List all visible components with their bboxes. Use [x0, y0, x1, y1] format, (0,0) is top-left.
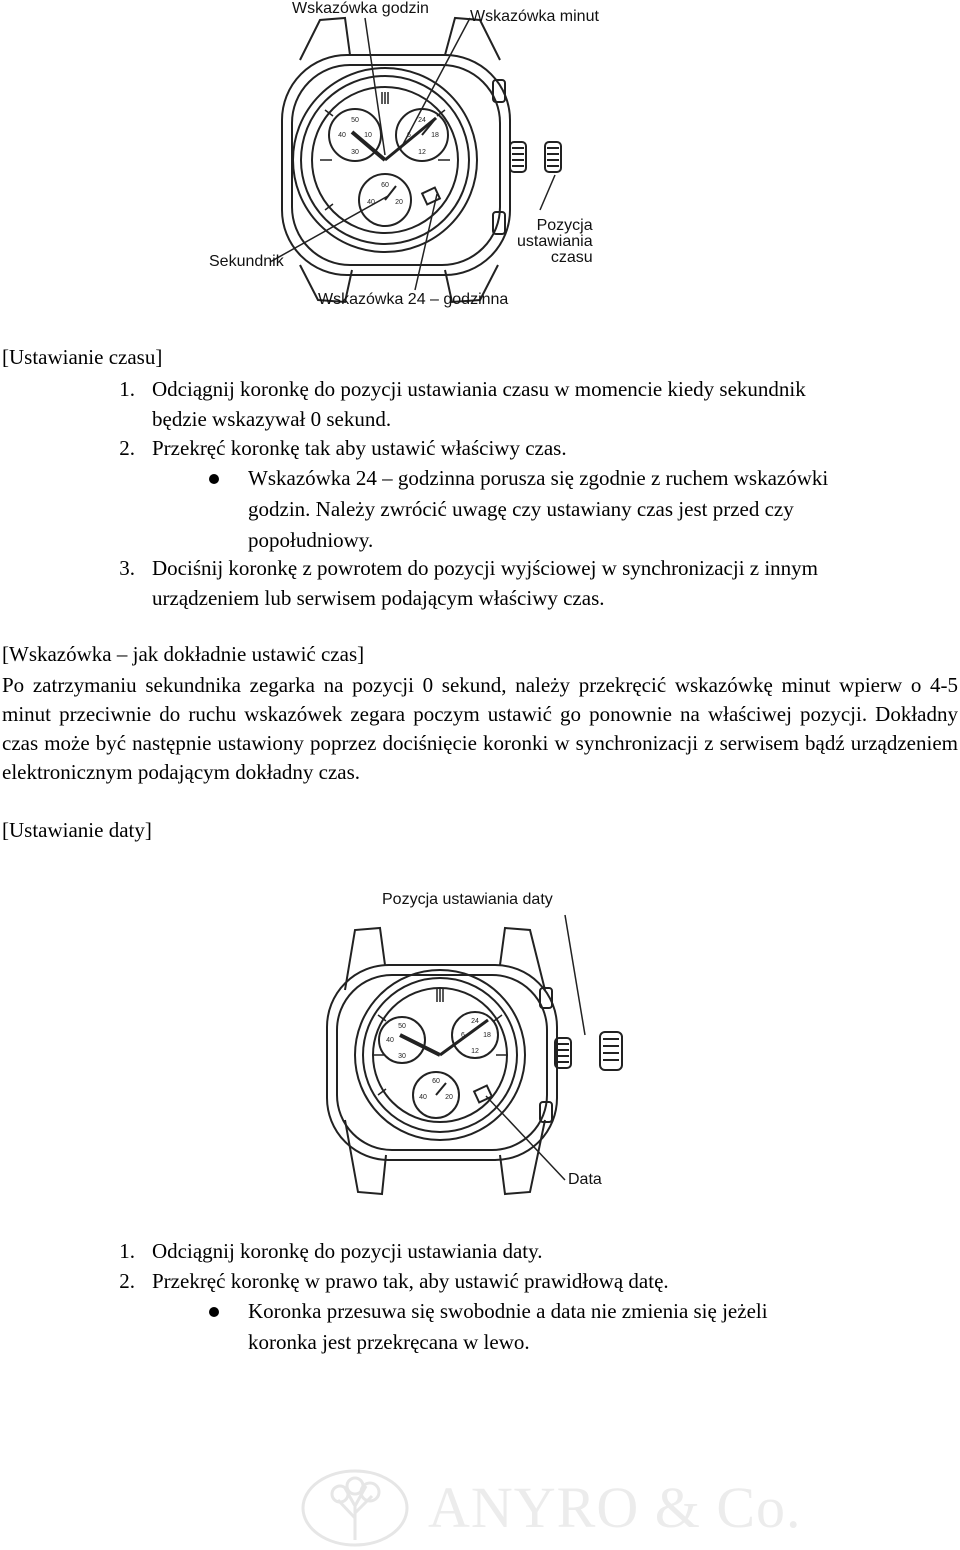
step-number: 3. — [119, 556, 135, 580]
label-second-hand: Sekundnik — [209, 253, 284, 270]
step-text: Odciągnij koronkę do pozycji ustawiania czasu w momencie kiedy sekundnik — [152, 377, 806, 401]
dial-num: 30 — [398, 1053, 406, 1060]
bullet-text: koronka jest przekręcana w lewo. — [248, 1330, 530, 1354]
step-text: będzie wskazywał 0 sekund. — [152, 407, 392, 431]
bullet-text: Wskazówka 24 – godzinna porusza się zgodnie z ruchem wskazówki — [248, 466, 829, 490]
dial-num: 40 — [419, 1094, 427, 1101]
label-date-window: Data — [568, 1171, 602, 1188]
dial-num: 6 — [461, 1032, 465, 1039]
dial-num: 30 — [351, 149, 359, 156]
dial-num: 18 — [431, 132, 439, 139]
step-text: Dociśnij koronkę z powrotem do pozycji wyjściowej w synchronizacji z innym — [152, 556, 819, 580]
watch-diagram-time — [0, 0, 960, 320]
dial-num: 18 — [483, 1032, 491, 1039]
bullet-text: Koronka przesuwa się swobodnie a data nie zmienia się jeżeli — [248, 1299, 768, 1323]
watch-diagram-date — [0, 870, 960, 1230]
dial-num: 60 — [381, 182, 389, 189]
label-crown-position: Pozycja ustawiania czasu — [517, 217, 593, 266]
step-text: Przekręć koronkę w prawo tak, aby ustawić prawidłową datę. — [152, 1269, 669, 1293]
heading-time-setting: [Ustawianie czasu] — [2, 345, 163, 369]
step-number: 2. — [119, 1269, 135, 1293]
dial-num: 40 — [367, 199, 375, 206]
tree-logo-icon — [300, 1468, 410, 1548]
dial-num: 50 — [351, 117, 359, 124]
step-text: Przekręć koronkę tak aby ustawić właściwy czas. — [152, 436, 567, 460]
dial-num: 20 — [395, 199, 403, 206]
label-minute-hand: Wskazówka minut — [470, 8, 599, 25]
heading-date-setting: [Ustawianie daty] — [2, 818, 152, 842]
dial-num: 12 — [418, 149, 426, 156]
step-number: 2. — [119, 436, 135, 460]
label-24h-hand: Wskazówka 24 – godzinna — [318, 291, 509, 308]
label-hour-hand: Wskazówka godzin — [292, 0, 429, 17]
bullet-text: popołudniowy. — [248, 528, 374, 552]
dial-num: 40 — [386, 1037, 394, 1044]
dial-num: 24 — [418, 117, 426, 124]
dial-num: 60 — [432, 1078, 440, 1085]
step-number: 1. — [119, 377, 135, 401]
step-text: urządzeniem lub serwisem podającym właściwy czas. — [152, 586, 605, 610]
dial-num: 6 — [407, 132, 411, 139]
bullet-icon — [209, 1307, 219, 1317]
dial-num: 40 — [338, 132, 346, 139]
step-number: 1. — [119, 1239, 135, 1263]
label-date-crown-position: Pozycja ustawiania daty — [382, 891, 553, 908]
bullet-icon — [209, 474, 219, 484]
watermark-text: ANYRO & Co. — [428, 1475, 802, 1540]
bullet-text: godzin. Należy zwrócić uwagę czy ustawiany czas jest przed czy — [248, 497, 794, 521]
heading-tip: [Wskazówka – jak dokładnie ustawić czas] — [2, 642, 365, 666]
tip-paragraph: Po zatrzymaniu sekundnika zegarka na pozycji 0 sekund, należy przekręcić wskazówkę minut wpierw o 4-5 minut przeciwnie do ruchu wskazówek zegara poczym ustawić go ponownie na właściwej pozycji. Dokładny czas może być następnie ustawiony poprzez dociśnięcie koronki w synchronizacji z serwisem bądź urządzeniem elektronicznym podającym dokładny czas. — [2, 673, 958, 784]
dial-num: 10 — [364, 132, 372, 139]
dial-num: 12 — [471, 1048, 479, 1055]
step-text: Odciągnij koronkę do pozycji ustawiania daty. — [152, 1239, 543, 1263]
dial-num: 20 — [445, 1094, 453, 1101]
dial-num: 50 — [398, 1023, 406, 1030]
dial-num: 24 — [471, 1018, 479, 1025]
